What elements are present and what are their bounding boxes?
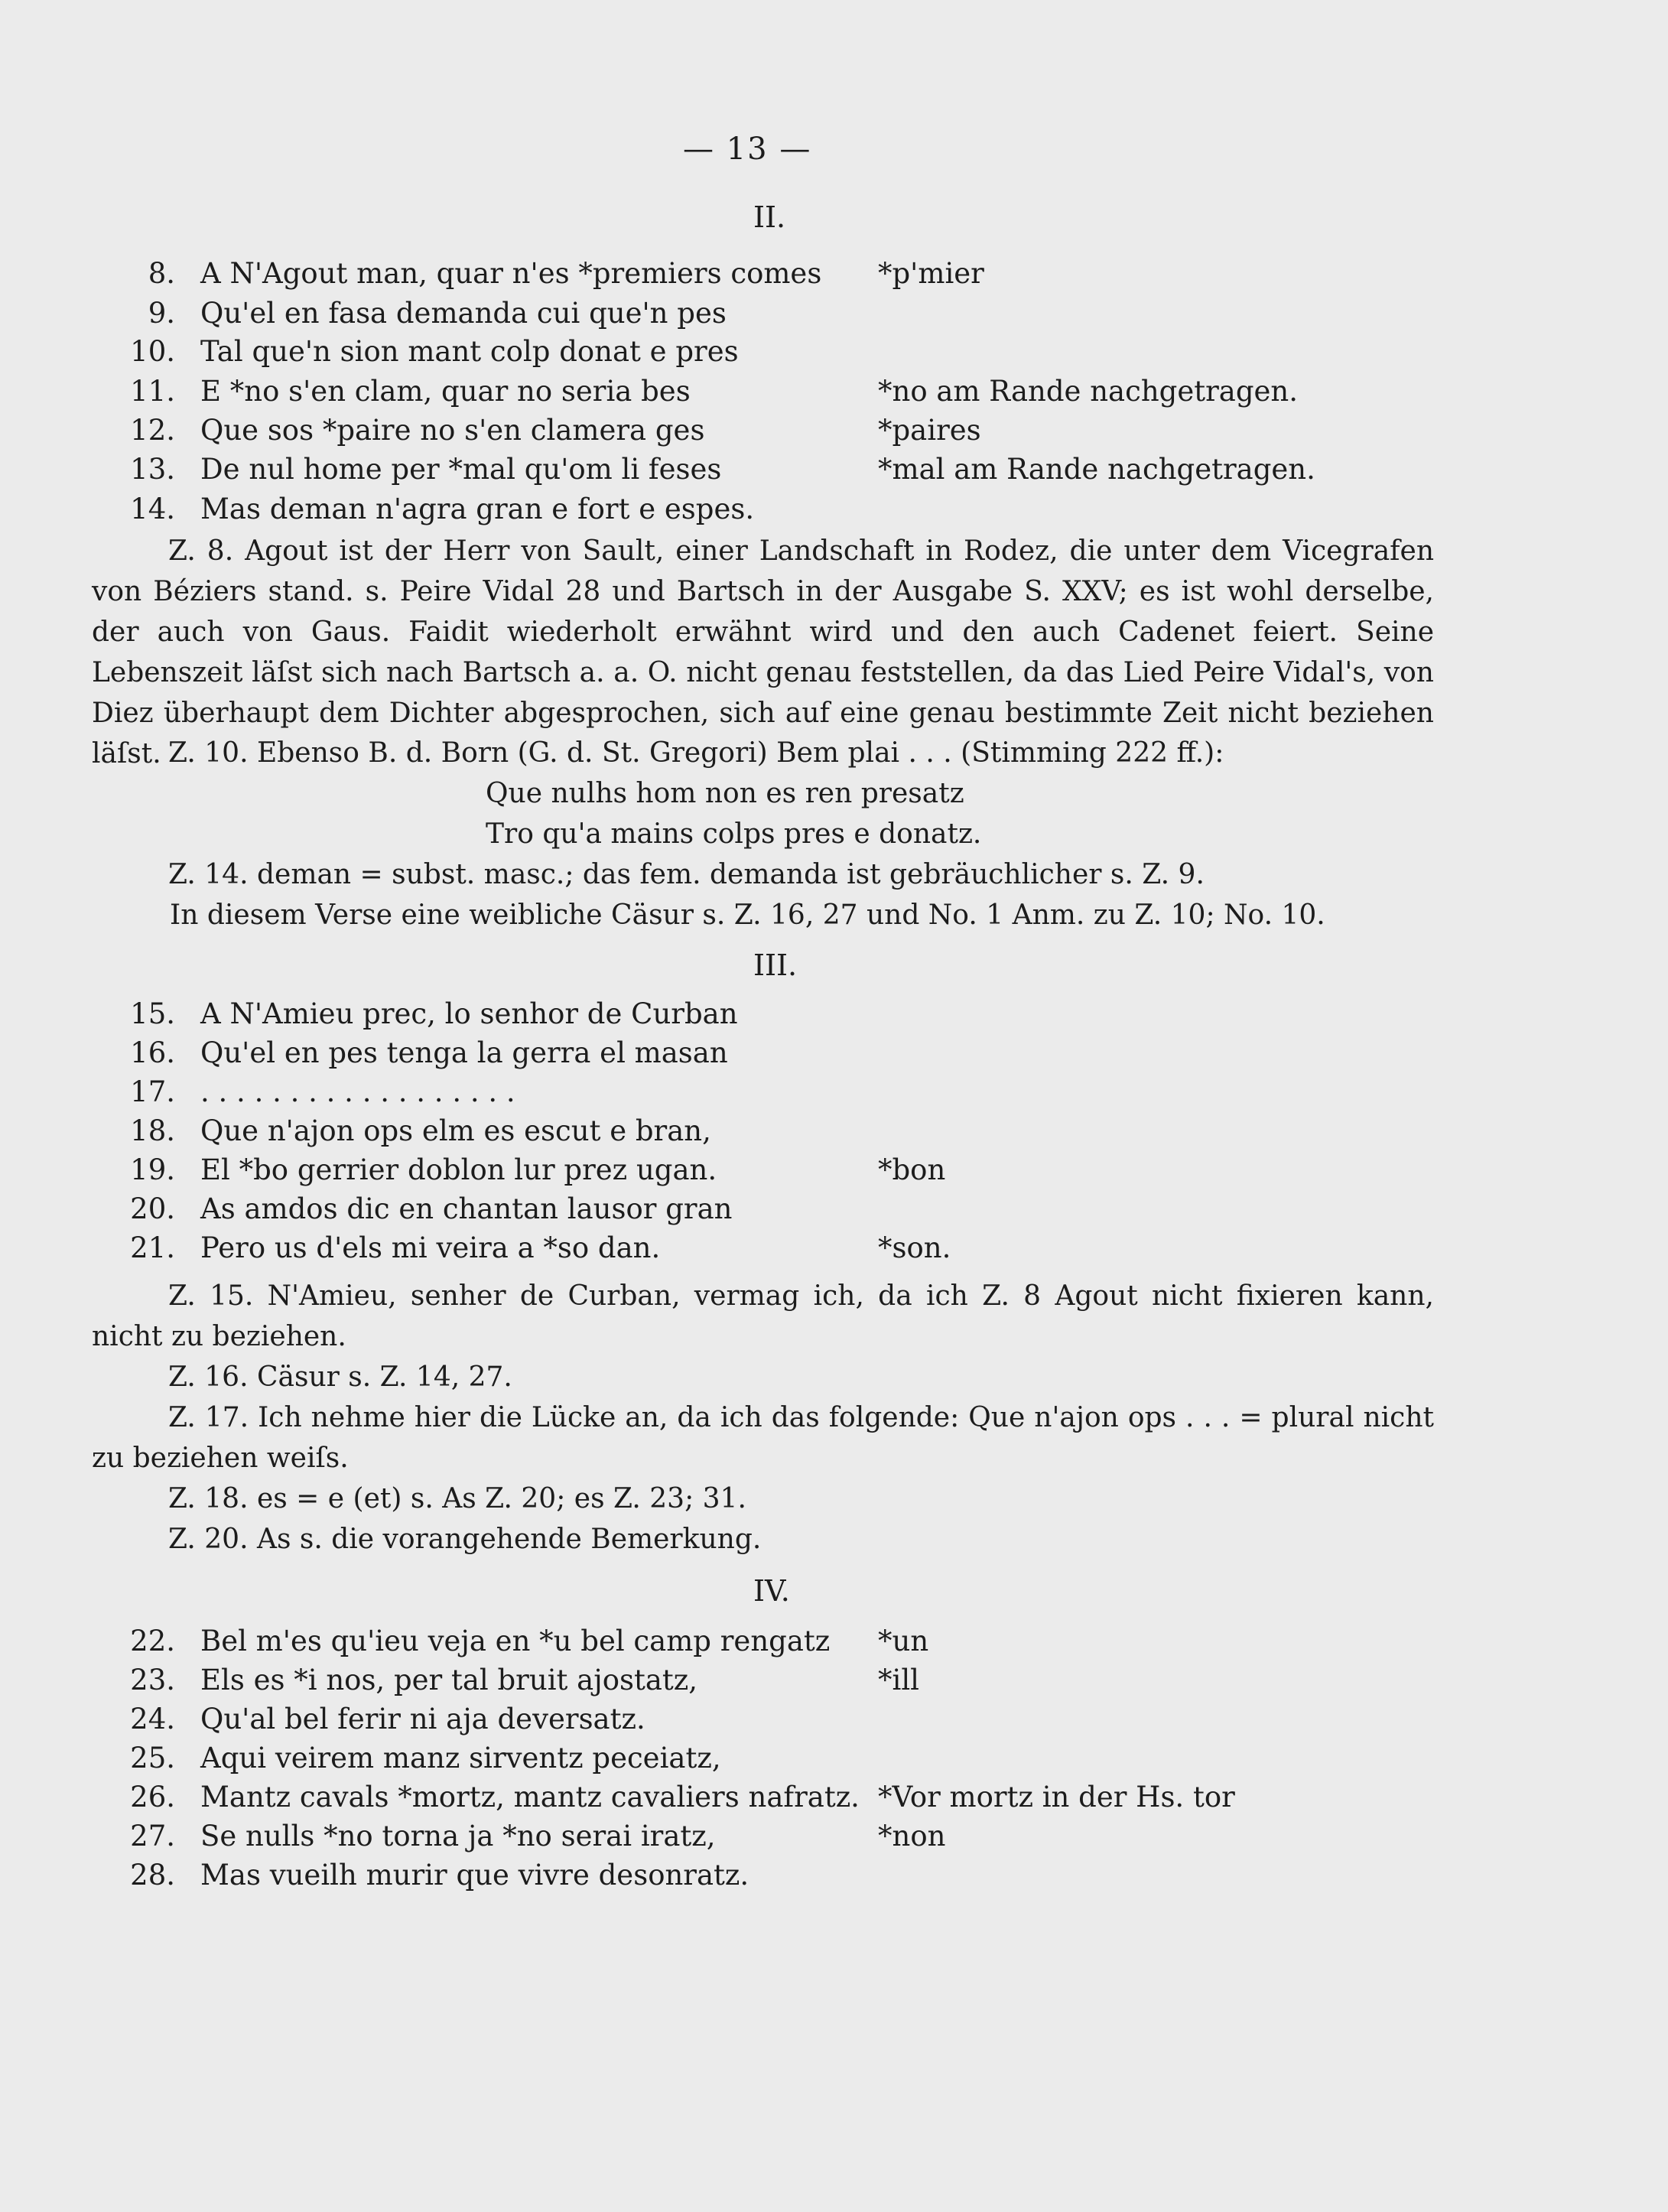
verse-line: 25. Aqui veirem manz sirventz peceiatz, <box>130 1742 721 1774</box>
verse-line: 27. Se nulls *no torna ja *no serai iratz, *non <box>130 1820 946 1853</box>
commentary-iii: Z. 15. N'Amieu, senher de Curban, vermag ich, da ich Z. 8 Agout nicht fixieren kann, nicht zu beziehen. Z. 16. Cäsur s. Z. 14, 27. Z. 17. Ich nehme hier die Lücke an, da ich das folgende: Que n'ajon ops . . . = plural nicht zu beziehen weiſs. Z. 18. es = e (et) s. As Z. 20; es Z. 23; 31. Z. 20. As s. die vorangehende Bemerkung. <box>92 1280 1434 1555</box>
commentary-ii-z10: Z. 10. Ebenso B. d. Born (G. d. St. Gregori) Bem plai . . . (Stimming 222 ff.): Que nulhs hom non es ren presatz Tro qu'a mains colps pres e donatz. Z. 14. deman = subst. masc.; das fem. demanda ist gebräuchlicher s. Z. 9. <box>168 733 1434 895</box>
quote-line: Tro qu'a mains colps pres e donatz. <box>486 818 982 850</box>
page: — 13 — II. 8. A N'Agout man, quar n'es *premiers comes *p'mier 9. Qu'el en fasa demanda cui que'n pes 10. Tal que'n sion mant colp donat e pres 11. E *no s'en clam, quar no seria bes *no am Rande nachgetragen. 12. Que sos *paire no s'en clamera ges *paires 13. De nul home per *mal qu'om li feses *mal am Rande nachgetragen. 14. Mas deman n'agra gran e fort e espes. Z. 8. Agout ist der Herr von Sault, einer Landschaft in Rodez, die unter dem Vicegrafen von Béziers stand. s. Peire Vidal 28 und Bartsch in der Ausgabe S. XXV; es ist wohl derselbe, der auch von Gaus. Faidit wiederholt erwähnt wird und den auch Cadenet feiert. Seine Lebenszeit läſst sich nach Bartsch a. a. O. nicht genau feststellen, da das Lied Peire Vidal's, von Diez überhaupt dem Dichter abgesprochen, sich auf eine genau bestimmte Zeit nicht beziehen läſst. Z. 10. Ebenso B. d. Born (G. d. St. Gregori) Bem plai . . . (Stimming 222 ff.): Que nulhs hom non es ren presatz Tro qu'a mains colps pres e donatz. Z. 14. deman = subst. masc.; das fem. demanda ist gebräuchlicher s. Z. 9. In diesem Verse eine weibliche Cäsur s. Z. 16, 27 und No. 1 Anm. zu Z. 10; No. 10. III. 15. A N'Amieu prec, lo senhor de Curban 16. Qu'el en pes tenga la gerra el masan 17. . . . . . . . . . . . . . . . . . . 18. Que n'ajon ops elm es escut e bran, 19. El *bo gerrier doblon lur prez ugan. *bon 20. As amdos dic en chantan lausor gran 21. Pero us d'els mi veira a *so dan. *son. Z. 15. N'Amieu, senher de Curban, vermag ich, da ich Z. 8 Agout nicht fixieren kann, nicht zu beziehen. Z. 16. Cäsur s. Z. 14, 27. Z. 17. Ich nehme hier die Lücke an, da ich das folgende: Que n'ajon ops . . . = plural nicht zu beziehen weiſs. Z. 18. es = e (et) s. As Z. 20; es Z. 23; 31. Z. 20. As s. die vorangehende Bemerkung. IV. 22. Bel m'es qu'ieu veja en *u bel camp rengatz *un 23. Els es *i nos, per tal bruit ajostatz, *ill 24. Qu'al bel ferir ni aja deversatz. 25. Aqui veirem manz sirventz peceiatz, 26. Mantz cavals *mortz, mantz cavaliers nafratz. *Vor mortz in der Hs. tor 27. Se nulls *no torna ja *no serai iratz, *non 28. Mas vueilh murir que vivre desonratz. <box>0 0 1668 2212</box>
verse-line: 8. A N'Agout man, quar n'es *premiers comes *p'mier <box>148 257 984 290</box>
verse-line: 24. Qu'al bel ferir ni aja deversatz. <box>130 1703 645 1735</box>
verse-line: 10. Tal que'n sion mant colp donat e pres <box>130 335 739 368</box>
verse-line: 12. Que sos *paire no s'en clamera ges *paires <box>130 414 981 447</box>
commentary-ii-caesura: In diesem Verse eine weibliche Cäsur s. Z. 16, 27 und No. 1 Anm. zu Z. 10; No. 10. <box>170 899 1325 931</box>
verse-line: 26. Mantz cavals *mortz, mantz cavaliers nafratz. *Vor mortz in der Hs. tor <box>130 1781 1235 1814</box>
verse-line: 13. De nul home per *mal qu'om li feses *mal am Rande nachgetragen. <box>130 453 1315 486</box>
verse-line: 23. Els es *i nos, per tal bruit ajostatz, *ill <box>130 1664 920 1696</box>
verse-line: 19. El *bo gerrier doblon lur prez ugan. *bon <box>130 1153 946 1186</box>
verse-line: 16. Qu'el en pes tenga la gerra el masan <box>130 1036 728 1069</box>
quote-line: Que nulhs hom non es ren presatz <box>486 778 964 809</box>
verse-line: 21. Pero us d'els mi veira a *so dan. *son. <box>130 1231 951 1264</box>
verse-line: 22. Bel m'es qu'ieu veja en *u bel camp rengatz *un <box>130 1625 929 1657</box>
verse-line: 28. Mas vueilh murir que vivre desonratz. <box>130 1859 749 1892</box>
verse-line: 14. Mas deman n'agra gran e fort e espes. <box>130 493 755 525</box>
verse-line: 17. . . . . . . . . . . . . . . . . . . <box>130 1075 515 1108</box>
commentary-ii-z8: Z. 8. Agout ist der Herr von Sault, einer Landschaft in Rodez, die unter dem Vicegrafen von Béziers stand. s. Peire Vidal 28 und Bartsch in der Ausgabe S. XXV; es ist wohl derselbe, der auch von Gaus. Faidit wiederholt erwähnt wird und den auch Cadenet feiert. Seine Lebenszeit läſst sich nach Bartsch a. a. O. nicht genau feststellen, da das Lied Peire Vidal's, von Diez überhaupt dem Dichter abgesprochen, sich auf eine genau bestimmte Zeit nicht beziehen läſst. <box>92 535 1434 769</box>
verse-line: 11. E *no s'en clam, quar no seria bes *no am Rande nachgetragen. <box>130 375 1299 408</box>
verse-line: 18. Que n'ajon ops elm es escut e bran, <box>130 1114 711 1147</box>
verse-line: 9. Qu'el en fasa demanda cui que'n pes <box>148 297 727 330</box>
verse-line: 20. As amdos dic en chantan lausor gran <box>130 1192 733 1225</box>
verse-line: 15. A N'Amieu prec, lo senhor de Curban <box>130 997 738 1030</box>
